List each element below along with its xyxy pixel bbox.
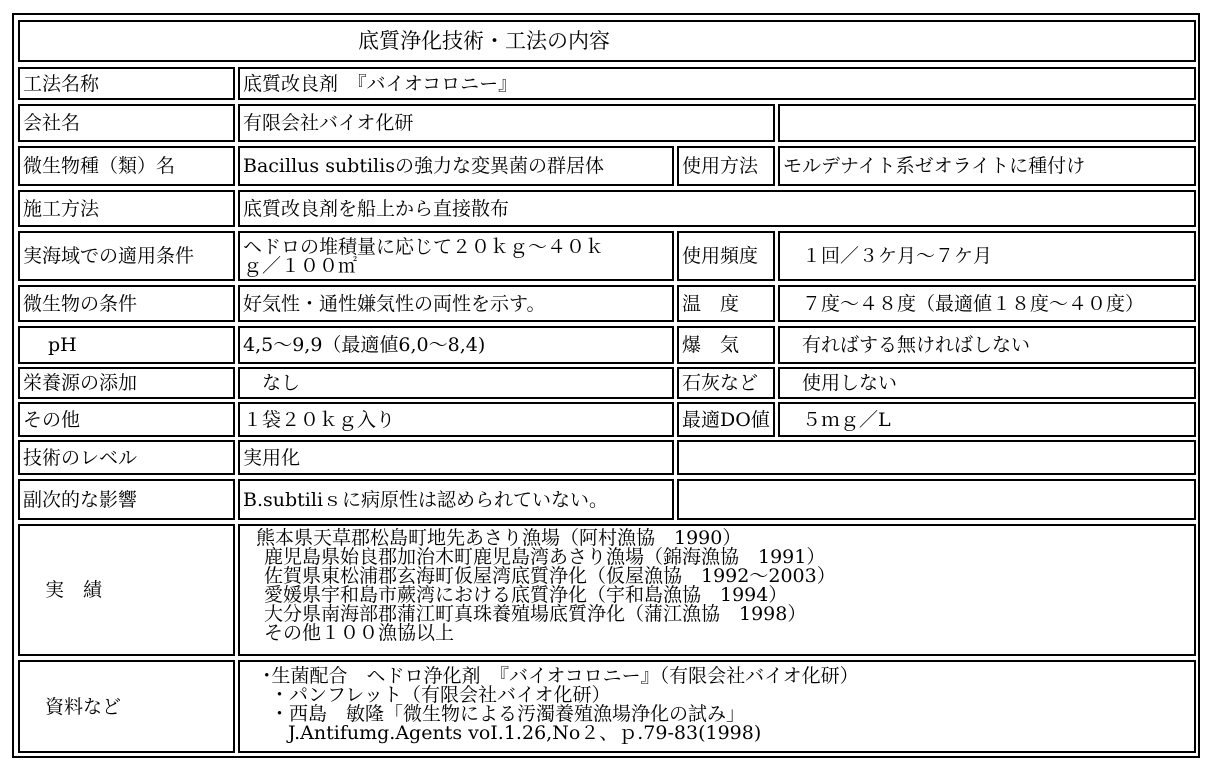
- value-lime: 使用しない: [778, 367, 1196, 399]
- value-results: [238, 524, 1196, 656]
- label-aeration: 爆 気: [677, 326, 775, 364]
- label-other: その他: [18, 402, 235, 437]
- label-usage-frequency: 使用頻度: [677, 231, 775, 281]
- label-temperature: 温 度: [677, 285, 775, 322]
- value-usage-frequency: １回／３ケ月～７ケ月: [778, 231, 1196, 281]
- value-other: １袋２０ｋｇ入り: [238, 402, 674, 437]
- value-aeration: 有ればする無ければしない: [778, 326, 1196, 364]
- value-application-conditions: [238, 231, 674, 281]
- company-extra-cell: [778, 104, 1196, 142]
- label-references: 資料など: [18, 660, 235, 753]
- label-construction: 施工方法: [18, 190, 235, 227]
- results-line: 大分県南海部郡蒲江町真珠養殖場底質浄化（蒲江漁協 1998）: [264, 603, 807, 625]
- label-nutrient: 栄養源の添加: [18, 367, 235, 399]
- value-ph: 4,5～9,9（最適値6,0～8,4): [238, 326, 674, 364]
- side-effects-extra-cell: [677, 479, 1196, 520]
- value-tech-level: 実用化: [238, 440, 674, 475]
- value-microbe-species: Bacillus subtilisの強力な変異菌の群居体: [238, 146, 674, 186]
- references-line: J.Antifumg.Agents voI.1.26,No２、ｐ.79-83(1998): [288, 722, 762, 744]
- references-line: ・西島 敏隆「微生物による汚濁養殖漁場浄化の試み」: [270, 703, 746, 725]
- tech-level-extra-cell: [677, 440, 1196, 475]
- conditions-line-2: ｇ／１００㎡: [243, 255, 358, 277]
- page-title: 底質浄化技術・工法の内容: [18, 20, 1196, 62]
- value-optimal-do: ５ｍｇ／L: [778, 402, 1196, 437]
- value-construction: 底質改良剤を船上から直接散布: [238, 190, 1196, 227]
- results-line: その他１００漁協以上: [264, 622, 455, 644]
- references-line: ・パンフレット（有限会社バイオ化研）: [270, 684, 611, 706]
- references-line: ･生菌配合 ヘドロ浄化剤 『バイオコロニー』（有限会社バイオ化研）: [262, 665, 859, 687]
- value-company: 有限会社バイオ化研: [238, 104, 775, 142]
- value-side-effects: B.subtiliｓに病原性は認められていない。: [238, 479, 674, 520]
- label-method-name: 工法名称: [18, 67, 235, 100]
- label-application-conditions: 実海域での適用条件: [18, 231, 235, 281]
- label-usage-method: 使用方法: [677, 146, 775, 186]
- label-ph: pH: [18, 326, 235, 364]
- label-lime: 石灰など: [677, 367, 775, 399]
- results-line: 佐賀県東松浦郡玄海町仮屋湾底質浄化（仮屋漁協 1992～2003）: [264, 565, 836, 587]
- label-microbe-species: 微生物種（類）名: [18, 146, 235, 186]
- results-line: 愛媛県宇和島市蕨湾における底質浄化（宇和島漁協 1994）: [264, 584, 788, 606]
- conditions-line-1: ヘドロの堆積量に応じて２０ｋｇ～４０ｋ: [243, 236, 605, 258]
- value-temperature: ７度～４８度（最適値１８度～４０度）: [778, 285, 1196, 322]
- value-microbe-conditions: 好気性・通性嫌気性の両性を示す。: [238, 285, 674, 322]
- value-nutrient: なし: [238, 367, 674, 399]
- value-usage-method: モルデナイト系ゼオライトに種付け: [778, 146, 1196, 186]
- results-line: 鹿児島県始良郡加治木町鹿児島湾あさり漁場（錦海漁協 1991）: [264, 546, 826, 568]
- results-line: 熊本県天草郡松島町地先あさり漁場（阿村漁協 1990）: [256, 527, 742, 549]
- label-side-effects: 副次的な影響: [18, 479, 235, 520]
- label-results: 実 績: [18, 524, 235, 656]
- label-microbe-conditions: 微生物の条件: [18, 285, 235, 322]
- value-references: [238, 660, 1196, 753]
- label-company: 会社名: [18, 104, 235, 142]
- value-method-name: 底質改良剤 『バイオコロニー』: [238, 67, 1196, 100]
- label-tech-level: 技術のレベル: [18, 440, 235, 475]
- label-optimal-do: 最適DO値: [677, 402, 775, 437]
